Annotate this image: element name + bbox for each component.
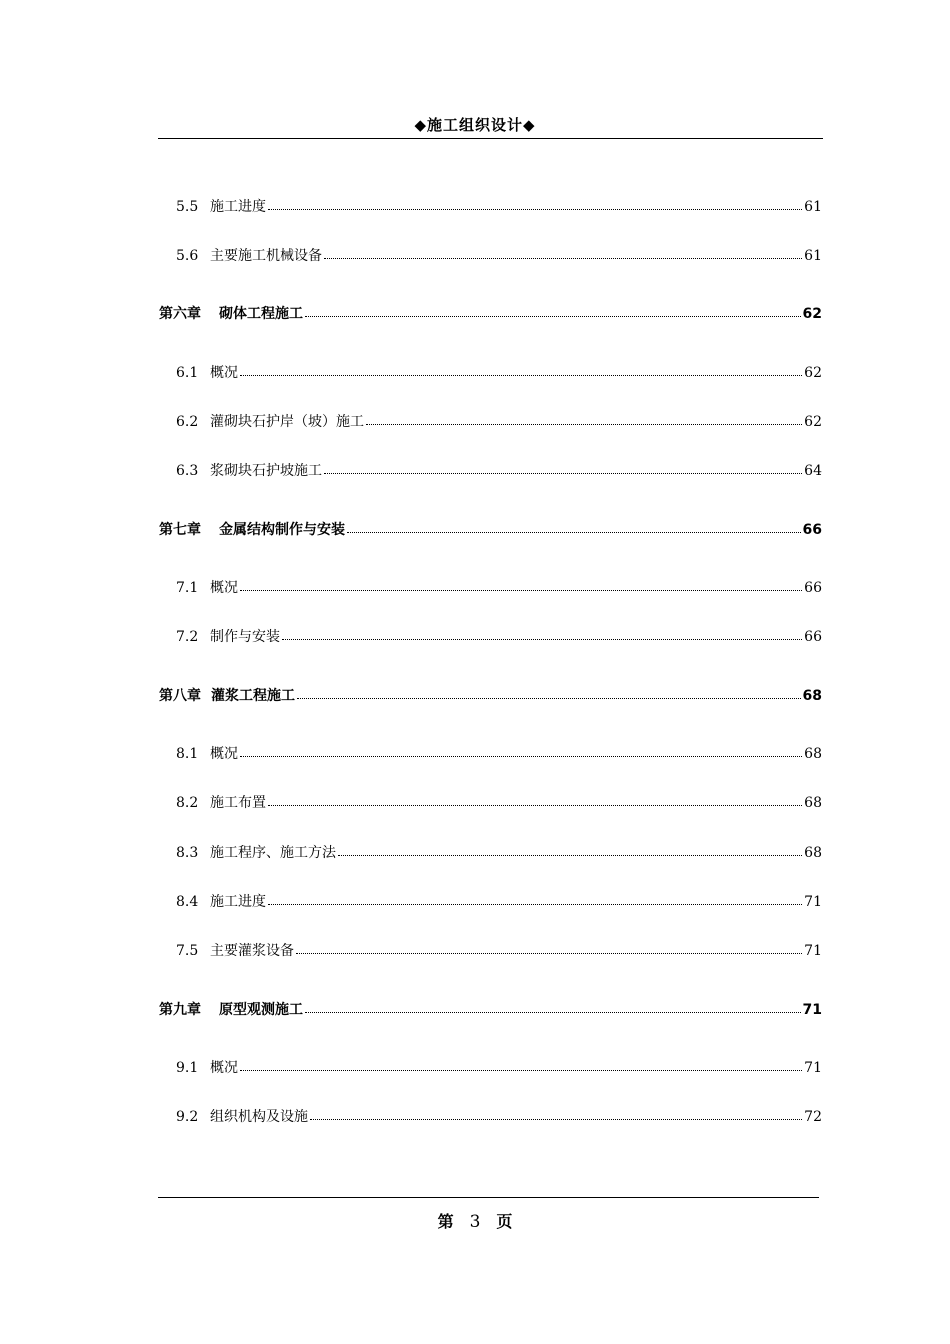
dot-leader bbox=[240, 753, 802, 757]
toc-entry-title: 施工程序、施工方法 bbox=[210, 845, 336, 861]
dot-leader bbox=[347, 529, 801, 533]
toc-entry-title: 灌砌块石护岸（坡）施工 bbox=[210, 414, 364, 430]
footer-page-number: 3 bbox=[469, 1212, 481, 1232]
toc-entry-number: 7.2 bbox=[176, 629, 199, 645]
toc-chapter-title: 原型观测施工 bbox=[219, 1002, 303, 1018]
toc-entry-8-3[interactable] bbox=[176, 844, 822, 862]
toc-entry-page: 68 bbox=[804, 746, 822, 762]
page-header-title: ◆施工组织设计◆ bbox=[414, 116, 536, 134]
toc-chapter-8[interactable] bbox=[159, 687, 822, 705]
dot-leader bbox=[324, 255, 802, 259]
toc-entry-page: 66 bbox=[804, 580, 822, 596]
toc-chapter-title: 金属结构制作与安装 bbox=[219, 522, 345, 538]
toc-entry-6-2[interactable] bbox=[176, 413, 822, 431]
footer-prefix: 第 bbox=[437, 1212, 454, 1231]
toc-entry-page: 61 bbox=[804, 248, 822, 264]
dot-leader bbox=[268, 901, 802, 905]
dot-leader bbox=[268, 802, 802, 806]
toc-entry-page: 72 bbox=[804, 1109, 822, 1125]
toc-chapter-number: 第七章 bbox=[159, 522, 201, 538]
toc-entry-page: 62 bbox=[804, 365, 822, 381]
dot-leader bbox=[282, 636, 802, 640]
toc-entry-page: 66 bbox=[804, 629, 822, 645]
toc-chapter-number: 第八章 bbox=[159, 688, 201, 704]
toc-entry-8-2[interactable] bbox=[176, 794, 822, 812]
dot-leader bbox=[268, 206, 802, 210]
toc-entry-page: 71 bbox=[804, 894, 822, 910]
toc-entry-7-5[interactable] bbox=[176, 942, 822, 960]
toc-chapter-page: 71 bbox=[802, 1002, 822, 1018]
toc-entry-number: 7.5 bbox=[176, 943, 199, 959]
toc-chapter-9[interactable] bbox=[159, 1001, 822, 1019]
toc-entry-number: 6.2 bbox=[176, 414, 199, 430]
toc-entry-title: 施工布置 bbox=[210, 795, 266, 811]
toc-chapter-6[interactable] bbox=[159, 305, 822, 323]
toc-entry-title: 概况 bbox=[210, 365, 238, 381]
toc-entry-7-2[interactable] bbox=[176, 628, 822, 646]
toc-chapter-title: 砌体工程施工 bbox=[219, 306, 303, 322]
toc-entry-page: 62 bbox=[804, 414, 822, 430]
toc-entry-number: 9.1 bbox=[176, 1060, 199, 1076]
toc-entry-number: 8.1 bbox=[176, 746, 199, 762]
toc-entry-8-1[interactable] bbox=[176, 745, 822, 763]
toc-entry-number: 7.1 bbox=[176, 580, 199, 596]
dot-leader bbox=[310, 1116, 802, 1120]
dot-leader bbox=[297, 695, 801, 699]
toc-entry-8-4[interactable] bbox=[176, 893, 822, 911]
dot-leader bbox=[240, 587, 802, 591]
toc-entry-6-3[interactable] bbox=[176, 462, 822, 480]
toc-chapter-page: 62 bbox=[802, 306, 822, 322]
toc-entry-page: 68 bbox=[804, 845, 822, 861]
toc-entry-page: 68 bbox=[804, 795, 822, 811]
toc-entry-page: 64 bbox=[804, 463, 822, 479]
dot-leader bbox=[324, 470, 802, 474]
footer-rule bbox=[158, 1197, 819, 1198]
toc-entry-number: 6.1 bbox=[176, 365, 199, 381]
toc-entry-title: 概况 bbox=[210, 1060, 238, 1076]
toc-entry-page: 61 bbox=[804, 199, 822, 215]
toc-entry-number: 6.3 bbox=[176, 463, 199, 479]
toc-entry-9-1[interactable] bbox=[176, 1059, 822, 1077]
toc-entry-number: 9.2 bbox=[176, 1109, 199, 1125]
toc-chapter-page: 66 bbox=[802, 522, 822, 538]
dot-leader bbox=[240, 1067, 802, 1071]
toc-entry-title: 浆砌块石护坡施工 bbox=[210, 463, 322, 479]
toc-chapter-number: 第六章 bbox=[159, 306, 201, 322]
toc-entry-page: 71 bbox=[804, 943, 822, 959]
toc-entry-7-1[interactable] bbox=[176, 579, 822, 597]
page-footer bbox=[0, 1209, 950, 1232]
dot-leader bbox=[240, 372, 802, 376]
toc-entry-number: 8.2 bbox=[176, 795, 199, 811]
toc-entry-number: 5.5 bbox=[176, 199, 199, 215]
toc-entry-number: 5.6 bbox=[176, 248, 199, 264]
toc-entry-title: 概况 bbox=[210, 580, 238, 596]
toc-entry-title: 主要灌浆设备 bbox=[210, 943, 294, 959]
toc-chapter-7[interactable] bbox=[159, 521, 822, 539]
toc-entry-number: 8.3 bbox=[176, 845, 199, 861]
toc-entry-title: 组织机构及设施 bbox=[210, 1109, 308, 1125]
toc-entry-6-1[interactable] bbox=[176, 364, 822, 382]
toc-entry-page: 71 bbox=[804, 1060, 822, 1076]
toc-entry-number: 8.4 bbox=[176, 894, 199, 910]
toc-chapter-number: 第九章 bbox=[159, 1002, 201, 1018]
dot-leader bbox=[296, 950, 802, 954]
dot-leader bbox=[305, 313, 801, 317]
toc-chapter-page: 68 bbox=[802, 688, 822, 704]
toc-entry-5-6[interactable] bbox=[176, 247, 822, 265]
toc-entry-9-2[interactable] bbox=[176, 1108, 822, 1126]
footer-suffix: 页 bbox=[496, 1212, 513, 1231]
toc-entry-title: 主要施工机械设备 bbox=[210, 248, 322, 264]
toc-entry-title: 施工进度 bbox=[210, 199, 266, 215]
toc-entry-title: 概况 bbox=[210, 746, 238, 762]
dot-leader bbox=[366, 421, 802, 425]
dot-leader bbox=[338, 852, 802, 856]
dot-leader bbox=[305, 1009, 801, 1013]
toc-entry-title: 施工进度 bbox=[210, 894, 266, 910]
toc-entry-5-5[interactable] bbox=[176, 198, 822, 216]
toc-entry-title: 制作与安装 bbox=[210, 629, 280, 645]
toc-chapter-title: 灌浆工程施工 bbox=[211, 688, 295, 704]
